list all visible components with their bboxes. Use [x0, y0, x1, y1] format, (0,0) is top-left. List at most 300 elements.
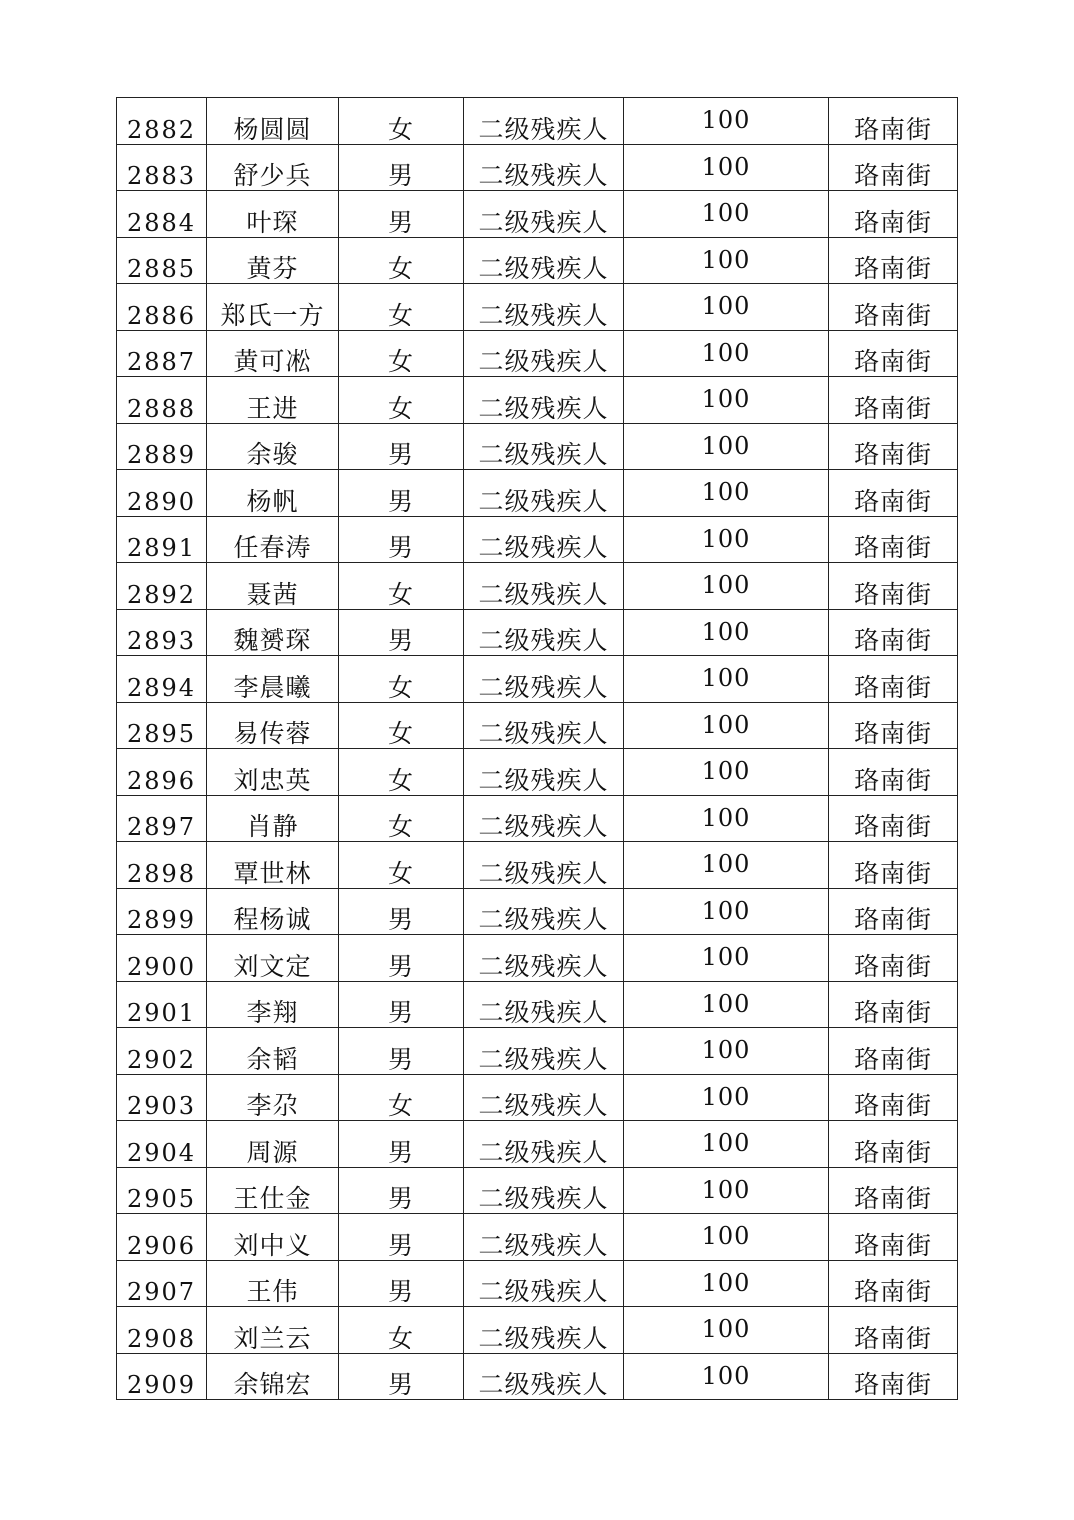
street-cell-text: 珞南街: [853, 254, 932, 283]
name-cell-text: 余韬: [246, 1044, 299, 1074]
table-row: [117, 1260, 958, 1307]
amount-cell-text: 100: [701, 1315, 751, 1343]
category-cell: [464, 191, 624, 238]
name-cell-text: 叶琛: [246, 207, 299, 237]
serial-number-cell-text: 2886: [126, 301, 197, 330]
category-cell: [464, 98, 624, 145]
name-cell: [207, 191, 339, 238]
table-row: [117, 1167, 958, 1214]
amount-cell: [624, 1214, 829, 1261]
amount-cell-text: 100: [701, 664, 751, 692]
table-row: [117, 1121, 958, 1168]
category-cell: [464, 423, 624, 470]
category-cell-text: 二级残疾人: [478, 1184, 609, 1213]
serial-number-cell: [117, 842, 207, 889]
category-cell-text: 二级残疾人: [478, 579, 609, 609]
gender-cell: [339, 1167, 464, 1214]
name-cell-text: 李尕: [246, 1091, 299, 1120]
amount-cell-text: 100: [701, 850, 751, 878]
name-cell: [207, 888, 339, 935]
table-body: [117, 98, 958, 1400]
serial-number-cell-text: 2906: [126, 1231, 197, 1260]
serial-number-cell: [117, 516, 207, 563]
street-cell-text: 珞南街: [853, 486, 932, 516]
category-cell: [464, 563, 624, 610]
amount-cell-text: 100: [701, 1129, 751, 1157]
street-cell: [829, 1353, 958, 1400]
street-cell: [829, 98, 958, 145]
serial-number-cell: [117, 1214, 207, 1261]
category-cell-text: 二级残疾人: [478, 1370, 609, 1399]
gender-cell: [339, 1353, 464, 1400]
street-cell-text: 珞南街: [853, 1044, 932, 1074]
street-cell: [829, 1074, 958, 1121]
amount-cell-text: 100: [701, 757, 751, 785]
gender-cell-text: 女: [387, 393, 414, 423]
amount-cell-text: 100: [701, 152, 751, 181]
name-cell-text: 王伟: [246, 1277, 299, 1306]
gender-cell: [339, 423, 464, 470]
serial-number-cell: [117, 1074, 207, 1121]
gender-cell: [339, 1121, 464, 1168]
street-cell-text: 珞南街: [853, 114, 932, 144]
category-cell: [464, 702, 624, 749]
serial-number-cell: [117, 563, 207, 610]
name-cell-text: 易传蓉: [233, 719, 312, 748]
table-row: [117, 842, 958, 889]
category-cell-text: 二级残疾人: [478, 1137, 609, 1167]
street-cell-text: 珞南街: [853, 1230, 932, 1260]
serial-number-cell: [117, 191, 207, 238]
amount-cell: [624, 1028, 829, 1075]
name-cell-text: 王进: [246, 393, 299, 423]
serial-number-cell-text: 2898: [126, 859, 197, 888]
amount-cell-text: 100: [701, 803, 751, 832]
street-cell-text: 珞南街: [853, 858, 932, 888]
serial-number-cell: [117, 795, 207, 842]
street-cell-text: 珞南街: [853, 1323, 932, 1353]
amount-cell-text: 100: [701, 1222, 751, 1250]
amount-cell-text: 100: [701, 1175, 751, 1204]
gender-cell-text: 女: [387, 719, 414, 748]
name-cell: [207, 1260, 339, 1307]
street-cell-text: 珞南街: [853, 347, 932, 376]
amount-cell-text: 100: [701, 524, 751, 553]
street-cell: [829, 423, 958, 470]
amount-cell-text: 100: [701, 710, 751, 739]
category-cell: [464, 935, 624, 982]
street-cell-text: 珞南街: [853, 951, 932, 981]
street-cell: [829, 1214, 958, 1261]
serial-number-cell-text: 2882: [126, 115, 197, 144]
category-cell-text: 二级残疾人: [478, 486, 609, 516]
gender-cell-text: 男: [387, 1230, 414, 1260]
serial-number-cell: [117, 888, 207, 935]
serial-number-cell: [117, 423, 207, 470]
street-cell: [829, 1260, 958, 1307]
amount-cell: [624, 563, 829, 610]
name-cell: [207, 981, 339, 1028]
name-cell: [207, 563, 339, 610]
category-cell-text: 二级残疾人: [478, 347, 609, 376]
name-cell: [207, 749, 339, 796]
gender-cell-text: 女: [387, 254, 414, 283]
name-cell-text: 杨帆: [246, 486, 299, 516]
table-row: [117, 749, 958, 796]
serial-number-cell-text: 2885: [126, 255, 197, 283]
street-cell-text: 珞南街: [853, 207, 932, 237]
name-cell: [207, 1028, 339, 1075]
category-cell: [464, 330, 624, 377]
table-row: [117, 98, 958, 145]
gender-cell: [339, 656, 464, 703]
serial-number-cell: [117, 609, 207, 656]
amount-cell-text: 100: [701, 385, 751, 413]
gender-cell-text: 男: [387, 1184, 414, 1213]
street-cell-text: 珞南街: [853, 440, 932, 469]
serial-number-cell-text: 2903: [126, 1092, 197, 1120]
category-cell-text: 二级残疾人: [478, 626, 609, 655]
gender-cell-text: 男: [387, 951, 414, 981]
street-cell: [829, 935, 958, 982]
amount-cell-text: 100: [701, 199, 751, 227]
name-cell: [207, 470, 339, 517]
serial-number-cell: [117, 330, 207, 377]
gender-cell: [339, 330, 464, 377]
street-cell-text: 珞南街: [853, 1370, 932, 1399]
serial-number-cell-text: 2900: [126, 952, 197, 981]
amount-cell-text: 100: [701, 338, 751, 367]
serial-number-cell: [117, 1307, 207, 1354]
street-cell-text: 珞南街: [853, 812, 932, 841]
name-cell: [207, 1353, 339, 1400]
street-cell: [829, 888, 958, 935]
category-cell-text: 二级残疾人: [478, 1230, 609, 1260]
gender-cell-text: 男: [387, 440, 414, 469]
category-cell-text: 二级残疾人: [478, 254, 609, 283]
table-row: [117, 284, 958, 331]
serial-number-cell: [117, 1167, 207, 1214]
street-cell: [829, 702, 958, 749]
gender-cell-text: 男: [387, 1277, 414, 1306]
street-cell: [829, 191, 958, 238]
gender-cell-text: 男: [387, 998, 414, 1027]
street-cell: [829, 749, 958, 796]
serial-number-cell: [117, 284, 207, 331]
gender-cell: [339, 842, 464, 889]
gender-cell: [339, 144, 464, 191]
gender-cell: [339, 609, 464, 656]
category-cell: [464, 1167, 624, 1214]
name-cell: [207, 330, 339, 377]
amount-cell: [624, 656, 829, 703]
serial-number-cell-text: 2897: [126, 813, 197, 841]
name-cell: [207, 237, 339, 284]
category-cell: [464, 237, 624, 284]
gender-cell-text: 女: [387, 812, 414, 841]
amount-cell-text: 100: [701, 571, 751, 599]
gender-cell-text: 男: [387, 626, 414, 655]
street-cell: [829, 1121, 958, 1168]
street-cell: [829, 284, 958, 331]
street-cell: [829, 656, 958, 703]
category-cell: [464, 842, 624, 889]
gender-cell-text: 女: [387, 765, 414, 795]
name-cell-text: 刘中义: [233, 1230, 312, 1260]
category-cell: [464, 470, 624, 517]
name-cell: [207, 609, 339, 656]
table-row: [117, 563, 958, 610]
serial-number-cell-text: 2889: [126, 441, 197, 469]
serial-number-cell-text: 2893: [126, 627, 197, 655]
category-cell: [464, 144, 624, 191]
amount-cell: [624, 98, 829, 145]
serial-number-cell-text: 2907: [126, 1278, 197, 1306]
gender-cell-text: 男: [387, 1137, 414, 1167]
category-cell: [464, 656, 624, 703]
gender-cell: [339, 749, 464, 796]
table-row: [117, 656, 958, 703]
serial-number-cell-text: 2896: [126, 766, 197, 795]
amount-cell: [624, 330, 829, 377]
category-cell: [464, 749, 624, 796]
serial-number-cell-text: 2891: [126, 534, 197, 562]
serial-number-cell-text: 2894: [126, 673, 197, 702]
serial-number-cell-text: 2909: [126, 1371, 197, 1399]
gender-cell: [339, 1260, 464, 1307]
serial-number-cell-text: 2884: [126, 208, 197, 237]
gender-cell: [339, 1214, 464, 1261]
amount-cell-text: 100: [701, 943, 751, 971]
serial-number-cell-text: 2908: [126, 1324, 197, 1353]
gender-cell: [339, 98, 464, 145]
gender-cell: [339, 795, 464, 842]
serial-number-cell-text: 2887: [126, 348, 197, 376]
name-cell: [207, 144, 339, 191]
amount-cell-text: 100: [701, 617, 751, 646]
serial-number-cell: [117, 1260, 207, 1307]
category-cell: [464, 981, 624, 1028]
table-row: [117, 795, 958, 842]
street-cell: [829, 795, 958, 842]
category-cell: [464, 1121, 624, 1168]
name-cell-text: 余骏: [246, 440, 299, 469]
street-cell: [829, 842, 958, 889]
street-cell-text: 珞南街: [853, 905, 932, 934]
amount-cell: [624, 1353, 829, 1400]
category-cell-text: 二级残疾人: [478, 533, 609, 562]
street-cell-text: 珞南街: [853, 626, 932, 655]
name-cell-text: 李晨曦: [233, 672, 312, 702]
serial-number-cell-text: 2901: [126, 999, 197, 1027]
amount-cell: [624, 377, 829, 424]
recipient-table: [116, 97, 958, 1400]
amount-cell-text: 100: [701, 989, 751, 1018]
name-cell-text: 黄芬: [246, 254, 299, 283]
name-cell: [207, 1074, 339, 1121]
street-cell: [829, 237, 958, 284]
category-cell-text: 二级残疾人: [478, 998, 609, 1027]
name-cell-text: 刘忠英: [233, 765, 312, 795]
name-cell: [207, 795, 339, 842]
street-cell-text: 珞南街: [853, 1137, 932, 1167]
category-cell-text: 二级残疾人: [478, 300, 609, 330]
amount-cell: [624, 470, 829, 517]
table-row: [117, 1028, 958, 1075]
street-cell-text: 珞南街: [853, 998, 932, 1027]
amount-cell-text: 100: [701, 478, 751, 506]
name-cell: [207, 284, 339, 331]
gender-cell: [339, 237, 464, 284]
name-cell: [207, 702, 339, 749]
serial-number-cell: [117, 1353, 207, 1400]
category-cell: [464, 1074, 624, 1121]
name-cell-text: 杨圆圆: [233, 114, 312, 144]
table-row: [117, 1074, 958, 1121]
gender-cell-text: 女: [387, 672, 414, 702]
gender-cell-text: 男: [387, 1044, 414, 1074]
table-row: [117, 191, 958, 238]
serial-number-cell: [117, 656, 207, 703]
category-cell-text: 二级残疾人: [478, 858, 609, 888]
amount-cell-text: 100: [701, 106, 751, 134]
name-cell: [207, 935, 339, 982]
category-cell: [464, 284, 624, 331]
gender-cell: [339, 563, 464, 610]
category-cell-text: 二级残疾人: [478, 765, 609, 795]
serial-number-cell: [117, 749, 207, 796]
category-cell: [464, 1214, 624, 1261]
category-cell-text: 二级残疾人: [478, 440, 609, 469]
category-cell: [464, 1307, 624, 1354]
gender-cell: [339, 1074, 464, 1121]
serial-number-cell-text: 2888: [126, 394, 197, 423]
category-cell-text: 二级残疾人: [478, 1323, 609, 1353]
category-cell-text: 二级残疾人: [478, 161, 609, 190]
street-cell-text: 珞南街: [853, 579, 932, 609]
amount-cell: [624, 237, 829, 284]
amount-cell: [624, 144, 829, 191]
serial-number-cell: [117, 144, 207, 191]
name-cell-text: 刘兰云: [233, 1323, 312, 1353]
gender-cell-text: 女: [387, 300, 414, 330]
amount-cell-text: 100: [701, 1082, 751, 1111]
amount-cell: [624, 749, 829, 796]
serial-number-cell-text: 2902: [126, 1045, 197, 1074]
serial-number-cell: [117, 1028, 207, 1075]
street-cell: [829, 981, 958, 1028]
name-cell-text: 余锦宏: [233, 1370, 312, 1399]
category-cell-text: 二级残疾人: [478, 1044, 609, 1074]
category-cell: [464, 1260, 624, 1307]
serial-number-cell-text: 2895: [126, 720, 197, 748]
gender-cell-text: 男: [387, 207, 414, 237]
table-row: [117, 981, 958, 1028]
category-cell: [464, 609, 624, 656]
serial-number-cell: [117, 981, 207, 1028]
street-cell: [829, 1028, 958, 1075]
category-cell-text: 二级残疾人: [478, 114, 609, 144]
gender-cell-text: 男: [387, 905, 414, 934]
name-cell: [207, 656, 339, 703]
category-cell: [464, 377, 624, 424]
name-cell: [207, 842, 339, 889]
name-cell: [207, 516, 339, 563]
serial-number-cell: [117, 935, 207, 982]
amount-cell: [624, 423, 829, 470]
name-cell-text: 魏赟琛: [233, 626, 312, 655]
table-row: [117, 702, 958, 749]
category-cell: [464, 1353, 624, 1400]
gender-cell: [339, 981, 464, 1028]
table-row: [117, 609, 958, 656]
category-cell-text: 二级残疾人: [478, 393, 609, 423]
name-cell: [207, 1167, 339, 1214]
amount-cell: [624, 888, 829, 935]
amount-cell: [624, 284, 829, 331]
street-cell-text: 珞南街: [853, 719, 932, 748]
amount-cell: [624, 516, 829, 563]
gender-cell-text: 女: [387, 347, 414, 376]
table-row: [117, 1307, 958, 1354]
amount-cell: [624, 702, 829, 749]
serial-number-cell: [117, 237, 207, 284]
category-cell: [464, 795, 624, 842]
gender-cell: [339, 191, 464, 238]
category-cell-text: 二级残疾人: [478, 812, 609, 841]
serial-number-cell: [117, 377, 207, 424]
gender-cell-text: 男: [387, 486, 414, 516]
street-cell-text: 珞南街: [853, 765, 932, 795]
gender-cell: [339, 377, 464, 424]
category-cell-text: 二级残疾人: [478, 951, 609, 981]
gender-cell-text: 男: [387, 161, 414, 190]
serial-number-cell-text: 2883: [126, 162, 197, 190]
street-cell-text: 珞南街: [853, 161, 932, 190]
amount-cell-text: 100: [701, 292, 751, 320]
amount-cell-text: 100: [701, 1036, 751, 1064]
table-row: [117, 144, 958, 191]
amount-cell: [624, 1307, 829, 1354]
category-cell: [464, 1028, 624, 1075]
amount-cell-text: 100: [701, 896, 751, 925]
amount-cell: [624, 191, 829, 238]
amount-cell: [624, 795, 829, 842]
table-row: [117, 1353, 958, 1400]
name-cell-text: 刘文定: [233, 951, 312, 981]
amount-cell-text: 100: [701, 1361, 751, 1390]
gender-cell: [339, 1307, 464, 1354]
street-cell: [829, 330, 958, 377]
street-cell: [829, 1167, 958, 1214]
serial-number-cell-text: 2904: [126, 1138, 197, 1167]
amount-cell: [624, 935, 829, 982]
name-cell: [207, 1121, 339, 1168]
street-cell: [829, 377, 958, 424]
name-cell-text: 聂茜: [246, 579, 299, 609]
street-cell-text: 珞南街: [853, 300, 932, 330]
street-cell-text: 珞南街: [853, 1091, 932, 1120]
gender-cell-text: 女: [387, 858, 414, 888]
street-cell: [829, 1307, 958, 1354]
name-cell: [207, 98, 339, 145]
category-cell-text: 二级残疾人: [478, 719, 609, 748]
name-cell-text: 舒少兵: [233, 161, 312, 190]
street-cell: [829, 609, 958, 656]
name-cell-text: 李翔: [246, 998, 299, 1027]
table-row: [117, 1214, 958, 1261]
gender-cell-text: 女: [387, 1323, 414, 1353]
